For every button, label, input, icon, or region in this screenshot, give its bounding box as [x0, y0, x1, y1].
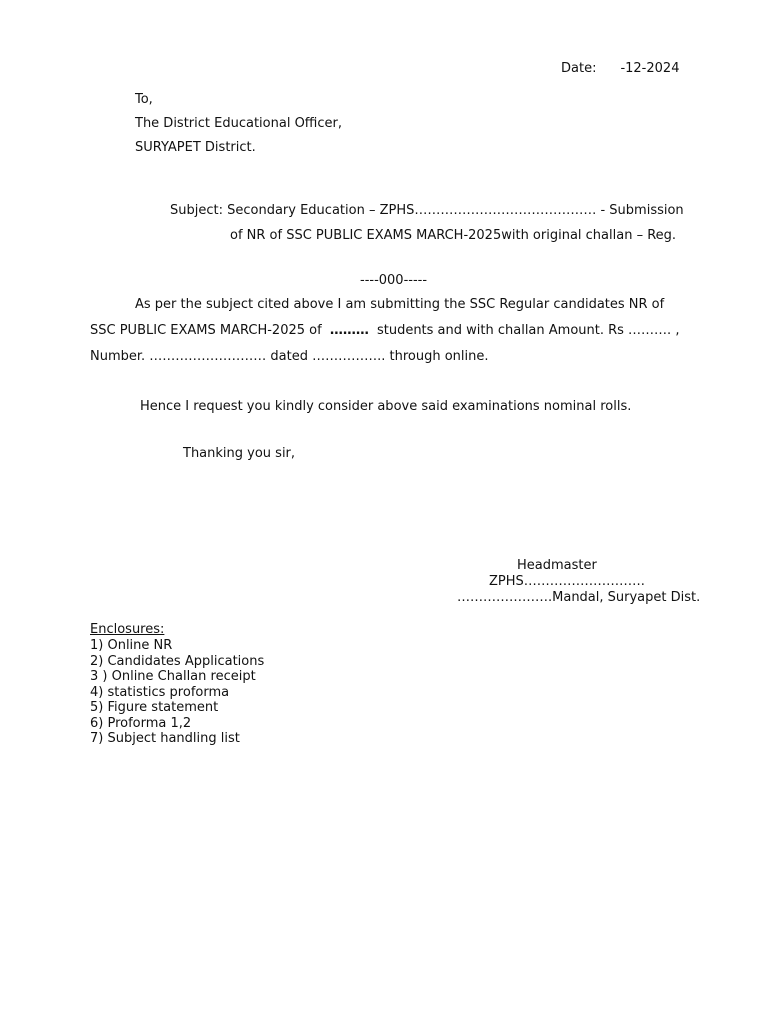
recipient-district: SURYAPET District.: [135, 140, 256, 155]
salutation: To,: [135, 92, 153, 107]
body-line-2: [90, 323, 679, 339]
enclosure-item: 4) statistics proforma: [90, 684, 230, 700]
enclosure-item: 7) Subject handling list: [90, 731, 240, 746]
date-label: Date:: [561, 61, 597, 76]
body-line-2-end: students and with challan Amount. Rs ………. ,: [376, 323, 680, 338]
section-divider: ----000-----: [360, 273, 428, 288]
enclosures-title: Enclosures:: [90, 622, 165, 637]
enclosure-item: 6) Proforma 1,2: [90, 715, 192, 731]
student-count-blank: ………: [329, 323, 369, 338]
thanks-line: Thanking you sir,: [183, 446, 296, 461]
enclosure-item: 5) Figure statement: [90, 700, 219, 715]
request-line: Hence I request you kindly consider above said examinations nominal rolls.: [140, 399, 632, 414]
body-line-2-start: SSC PUBLIC EXAMS MARCH-2025 of: [90, 323, 322, 338]
signature-title: Headmaster: [517, 558, 597, 573]
subject-line-1: Subject: Secondary Education – ZPHS…………………………………… - Submission: [170, 203, 684, 218]
signature-mandal: ………………….Mandal, Suryapet Dist.: [457, 590, 701, 605]
date-value: -12-2024: [620, 61, 680, 76]
enclosures-list: [90, 638, 264, 747]
enclosure-item: 1) Online NR: [90, 638, 173, 653]
body-line-3: Number. ……………………… dated …………….. through online.: [90, 349, 489, 364]
date-line: [561, 61, 679, 77]
recipient-officer: The District Educational Officer,: [135, 116, 342, 131]
subject-line-2: of NR of SSC PUBLIC EXAMS MARCH-2025with original challan – Reg.: [230, 228, 677, 243]
enclosure-item: 2) Candidates Applications: [90, 653, 265, 669]
enclosure-item: 3 ) Online Challan receipt: [90, 669, 256, 684]
body-line-1: As per the subject cited above I am submitting the SSC Regular candidates NR of: [135, 297, 665, 312]
signature-school: ZPHS……………………….: [489, 574, 645, 589]
